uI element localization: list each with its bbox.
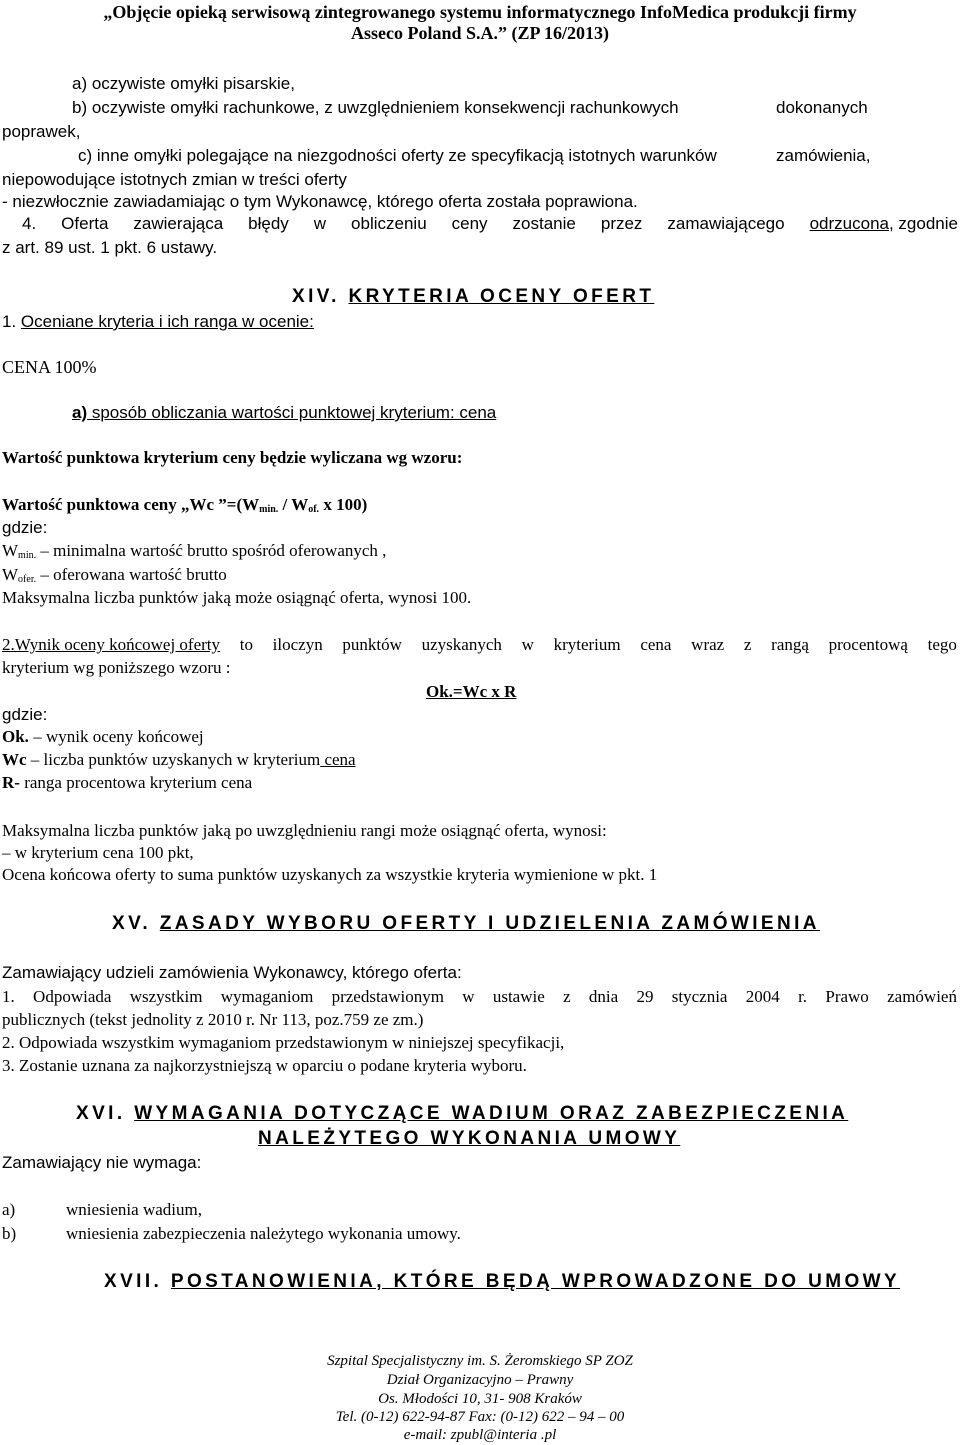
- wofer-sub: ofer.: [18, 574, 37, 585]
- p4-word: zawierająca: [133, 214, 224, 233]
- selection-intro: Zamawiający udzieli zamówienia Wykonawcy, którego oferta:: [2, 963, 462, 982]
- criterion-price-weight: CENA 100%: [2, 357, 97, 377]
- selection-condition-1-continued: publicznych (tekst jednolity z 2010 r. Nr 113, poz.759 ze zm.): [2, 1010, 424, 1029]
- deposit-item-b: [2, 1224, 461, 1244]
- footer-hospital-name: Szpital Specjalistyczny im. S. Żeromskiego SP ZOZ: [327, 1353, 633, 1369]
- deposit-item-b-label: b): [2, 1224, 17, 1243]
- p4-word: w: [313, 214, 327, 233]
- footer-phone: Tel. (0-12) 622-94-87 Fax: (0-12) 622 – 94 – 00: [335, 1409, 625, 1425]
- criteria-item-1-number: 1.: [2, 312, 17, 331]
- section-xvi-title: [76, 1104, 848, 1124]
- cond1-word: wszystkim: [129, 987, 203, 1006]
- p4-word: 4.: [22, 214, 37, 233]
- formula-intro: Wartość punktowa kryterium ceny będzie wyliczana wg wzoru:: [2, 448, 463, 467]
- criteria-item-1: [2, 312, 314, 332]
- ok-symbol: Ok.: [2, 727, 29, 746]
- p4-word: błędy: [248, 214, 289, 233]
- correction-item-b: b) oczywiste omyłki rachunkowe, z uwzględnieniem konsekwencji rachunkowych: [72, 98, 679, 117]
- section-xvii-title: [104, 1272, 900, 1292]
- item2-word: w: [521, 635, 534, 654]
- formula-end: x 100): [319, 495, 368, 514]
- cond1-word: 2004: [745, 987, 780, 1006]
- price-calculation-label: a): [72, 403, 88, 422]
- section-xv-title: [112, 914, 820, 934]
- cond1-word: ustawie: [492, 987, 545, 1006]
- cond1-word: dnia: [588, 987, 619, 1006]
- item2-word: wraz: [691, 635, 725, 654]
- final-score-note: Ocena końcowa oferty to suma punktów uzyskanych za wszystkie kryteria wymienione w pkt. 1: [2, 865, 658, 884]
- cond1-word: 1.: [2, 987, 15, 1006]
- wmin-sub: min.: [18, 550, 37, 561]
- formula-main: [2, 495, 367, 520]
- document-header-line2: Asseco Poland S.A.” (ZP 16/2013): [350, 23, 609, 43]
- wc-text: – liczba punktów uzyskanych w kryterium: [26, 750, 321, 769]
- formula-mid: / W: [278, 495, 309, 514]
- p4-word: zamawiającego: [667, 214, 785, 233]
- document-header-line1: „Objęcie opieką serwisową zintegrowanego systemu informatycznego InfoMedica produkcji firmy: [103, 2, 857, 22]
- wmin-symbol: W: [2, 541, 19, 560]
- item2-word: iloczyn: [272, 635, 323, 654]
- criteria-item-2-heading: 2.Wynik oceny końcowej oferty: [2, 635, 221, 654]
- cond1-word: Prawo: [825, 987, 869, 1006]
- wofer-text: – oferowana wartość brutto: [36, 565, 227, 584]
- deposit-intro: Zamawiający nie wymaga:: [2, 1153, 202, 1172]
- cond1-word: 29: [636, 987, 654, 1006]
- formula-sub-min: min.: [259, 504, 279, 515]
- cond1-word: przedstawionym: [331, 987, 444, 1006]
- max-points-after-weight: Maksymalna liczba punktów jaką po uwzględnieniu rangi może osiągnąć oferta, wynosi:: [2, 821, 607, 840]
- wofer-definition: [2, 565, 227, 590]
- item2-word: rangą: [771, 635, 809, 654]
- cond1-word: z: [563, 987, 571, 1006]
- item2-word: tego: [927, 635, 957, 654]
- deposit-item-a-label: a): [2, 1200, 16, 1219]
- cond1-word: Odpowiada: [33, 987, 112, 1006]
- item2-word: uzyskanych: [421, 635, 502, 654]
- where-label-2: gdzie:: [2, 705, 48, 724]
- deposit-item-b-text: wniesienia zabezpieczenia należytego wykonania umowy.: [66, 1224, 461, 1243]
- section-xiv-title: [292, 287, 654, 307]
- correction-item-c-end: zamówienia,: [776, 146, 871, 165]
- criteria-item-2: [2, 635, 957, 655]
- max-points-note: Maksymalna liczba punktów jaką może osiągnąć oferta, wynosi 100.: [2, 588, 472, 607]
- item2-word: to: [239, 635, 253, 654]
- selection-condition-1: [2, 987, 957, 1007]
- p4-rejected-word: odrzucona: [809, 214, 889, 233]
- wmin-definition: [2, 541, 386, 566]
- deposit-item-a-text: wniesienia wadium,: [66, 1200, 202, 1219]
- p4-rejected: [810, 214, 958, 234]
- p4-word: przez: [600, 214, 643, 233]
- p4-word: Oferta: [61, 214, 109, 233]
- section-xv-heading: ZASADY WYBORU OFERTY I UDZIELENIA ZAMÓWIENIA: [159, 913, 820, 934]
- section-xiv-number: XIV.: [292, 286, 340, 307]
- wc-definition: [2, 750, 356, 770]
- p4-word: zostanie: [512, 214, 576, 233]
- section-xvii-number: XVII.: [104, 1271, 163, 1292]
- footer-department: Dział Organizacyjno – Prawny: [386, 1372, 574, 1388]
- correction-item-a: a) oczywiste omyłki pisarskie,: [72, 74, 295, 93]
- item2-word: cena: [640, 635, 672, 654]
- cond1-word: r.: [798, 987, 808, 1006]
- wofer-symbol: W: [2, 565, 19, 584]
- footer-address: Os. Młodości 10, 31- 908 Kraków: [378, 1391, 582, 1407]
- correction-item-c: c) inne omyłki polegające na niezgodności oferty ze specyfikacją istotnych warunków: [78, 146, 717, 165]
- formula-sub-of: of.: [308, 504, 320, 515]
- cond1-word: stycznia: [671, 987, 728, 1006]
- item2-word: kryterium: [553, 635, 621, 654]
- footer-email: e-mail: zpubl@interia .pl: [403, 1427, 557, 1443]
- cond1-word: wymaganiom: [220, 987, 314, 1006]
- item2-word: procentową: [828, 635, 908, 654]
- section-xiv-heading: KRYTERIA OCENY OFERT: [348, 286, 655, 307]
- p4-word: ceny: [451, 214, 488, 233]
- price-calculation-method: [72, 403, 496, 423]
- cond1-word: w: [462, 987, 475, 1006]
- wc-text-underlined: cena: [320, 750, 356, 769]
- paragraph-4-continued: z art. 89 ust. 1 pkt. 6 ustawy.: [2, 238, 218, 257]
- formula-main-text: Wartość punktowa ceny „Wc ”=(W: [2, 495, 260, 514]
- item2-word: z: [743, 635, 752, 654]
- correction-notify-line: - niezwłocznie zawiadamiając o tym Wykonawcę, którego oferta została poprawiona.: [2, 192, 638, 211]
- r-text: ranga procentowa kryterium cena: [19, 773, 253, 792]
- r-definition: [2, 773, 252, 793]
- section-xv-number: XV.: [112, 913, 152, 934]
- selection-condition-3: 3. Zostanie uznana za najkorzystniejszą w oparciu o podane kryteria wyboru.: [2, 1056, 527, 1075]
- max-points-price: – w kryterium cena 100 pkt,: [2, 843, 194, 862]
- paragraph-4: [22, 214, 958, 234]
- final-score-formula: Ok.=Wc x R: [426, 682, 517, 701]
- p4-word: obliczeniu: [351, 214, 427, 233]
- price-calculation-text: sposób obliczania wartości punktowej kryterium: cena: [87, 403, 497, 422]
- item2-word: punktów: [342, 635, 402, 654]
- selection-condition-2: 2. Odpowiada wszystkim wymaganiom przedstawionym w niniejszej specyfikacji,: [2, 1033, 565, 1052]
- criteria-item-2-continued: kryterium wg poniższego wzoru :: [2, 658, 231, 677]
- r-symbol: R-: [2, 773, 20, 792]
- wmin-text: – minimalna wartość brutto spośród oferowanych ,: [36, 541, 387, 560]
- section-xvi-number: XVI.: [76, 1103, 126, 1124]
- correction-item-b-continued: poprawek,: [2, 122, 81, 141]
- correction-item-c-continued: niepowodujące istotnych zmian w treści oferty: [2, 170, 347, 189]
- wc-symbol: Wc: [2, 750, 27, 769]
- section-xvi-heading-line1: WYMAGANIA DOTYCZĄCE WADIUM ORAZ ZABEZPIECZENIA: [134, 1103, 849, 1124]
- p4-rejected-tail: , zgodnie: [888, 214, 958, 233]
- criteria-item-1-text: Oceniane kryteria i ich ranga w ocenie:: [20, 312, 314, 331]
- section-xvi-heading-line2: NALEŻYTEGO WYKONANIA UMOWY: [258, 1128, 681, 1149]
- where-label: gdzie:: [2, 518, 48, 537]
- ok-definition: [2, 727, 204, 747]
- ok-text: – wynik oceny końcowej: [28, 727, 204, 746]
- correction-item-b-end: dokonanych: [776, 98, 868, 117]
- section-xvii-heading: POSTANOWIENIA, KTÓRE BĘDĄ WPROWADZONE DO UMOWY: [170, 1271, 901, 1292]
- cond1-word: zamówień: [887, 987, 957, 1006]
- deposit-item-a: [2, 1200, 202, 1220]
